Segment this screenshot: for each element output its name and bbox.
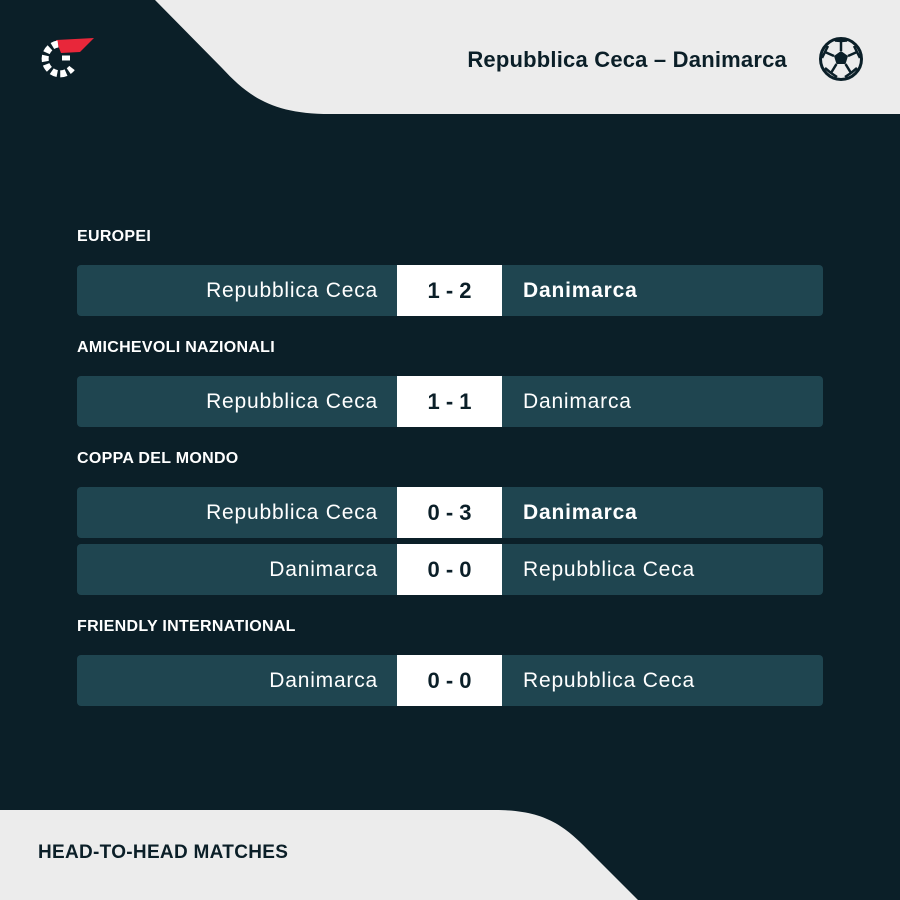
match-list (77, 225, 823, 712)
home-team: Danimarca (269, 669, 378, 692)
footer-title: HEAD-TO-HEAD MATCHES (38, 842, 289, 863)
match-row[interactable] (77, 265, 823, 316)
away-team: Danimarca (523, 501, 638, 524)
flashscore-logo-icon (34, 34, 98, 84)
competition-label: AMICHEVOLI NAZIONALI (77, 339, 275, 356)
home-team: Repubblica Ceca (206, 279, 378, 302)
competition-label: COPPA DEL MONDO (77, 450, 239, 467)
score: 0 - 0 (397, 655, 502, 706)
away-team: Repubblica Ceca (523, 669, 695, 692)
competition-coppa-del-mondo (77, 447, 823, 595)
competition-label: FRIENDLY INTERNATIONAL (77, 618, 296, 635)
score: 0 - 3 (397, 487, 502, 538)
competition-amichevoli-nazionali (77, 336, 823, 427)
match-row[interactable] (77, 655, 823, 706)
match-row[interactable] (77, 544, 823, 595)
match-title: Repubblica Ceca – Danimarca (467, 47, 787, 72)
home-team: Repubblica Ceca (206, 501, 378, 524)
soccer-ball-icon (818, 36, 864, 82)
match-row[interactable] (77, 376, 823, 427)
away-team: Danimarca (523, 390, 632, 413)
competition-label: EUROPEI (77, 228, 152, 245)
competition-friendly-international (77, 615, 823, 706)
score: 1 - 1 (397, 376, 502, 427)
competition-europei (77, 225, 823, 316)
away-team: Danimarca (523, 279, 638, 302)
home-team: Danimarca (269, 558, 378, 581)
away-team: Repubblica Ceca (523, 558, 695, 581)
home-team: Repubblica Ceca (206, 390, 378, 413)
score: 0 - 0 (397, 544, 502, 595)
match-row[interactable] (77, 487, 823, 538)
score: 1 - 2 (397, 265, 502, 316)
